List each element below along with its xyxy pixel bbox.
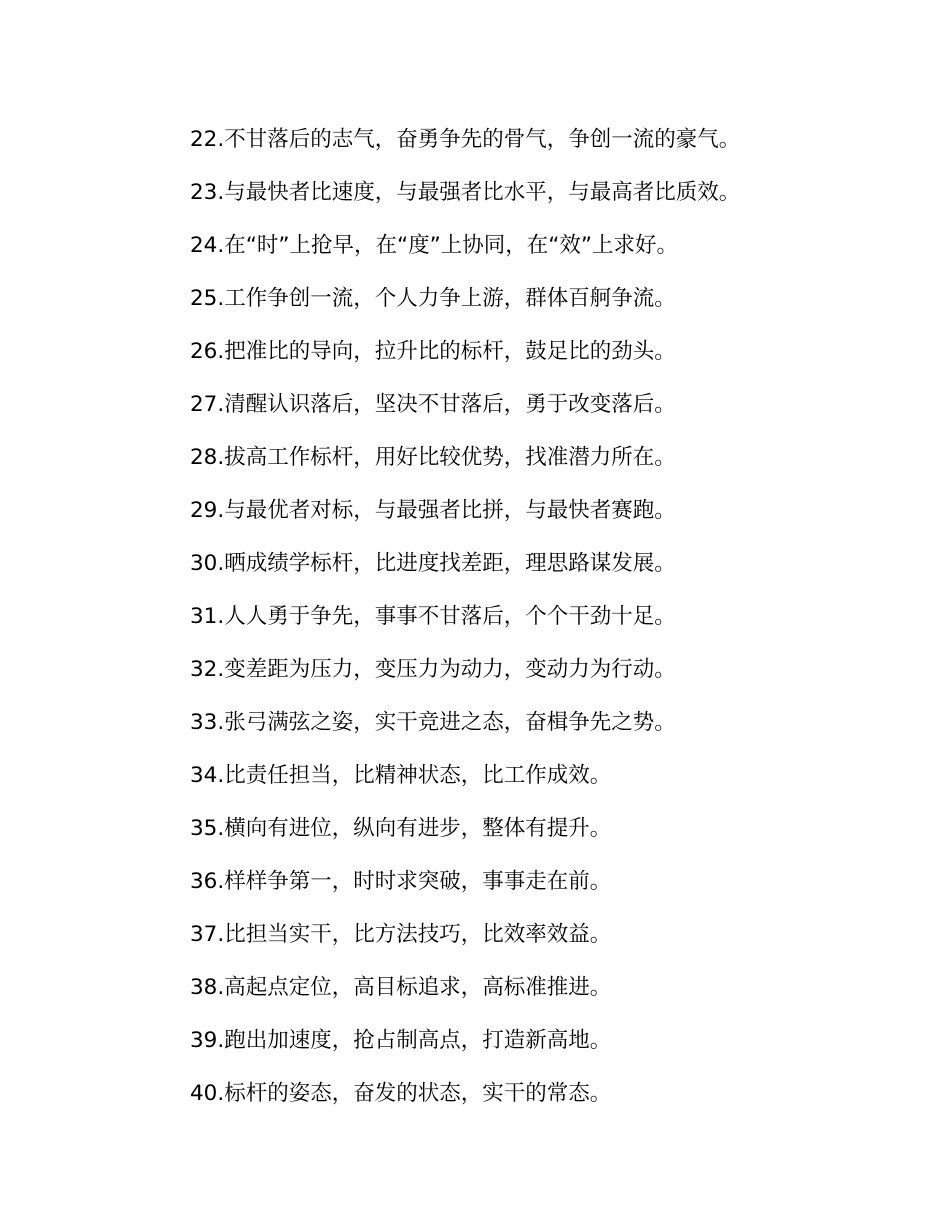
slogan-line: 33.张弓满弦之姿，实干竞进之态，奋楫争先之势。 bbox=[190, 710, 676, 735]
slogan-line: 31.人人勇于争先，事事不甘落后，个个干劲十足。 bbox=[190, 604, 676, 629]
slogan-line: 28.拔高工作标杆，用好比较优势，找准潜力所在。 bbox=[190, 445, 676, 470]
slogan-line: 30.晒成绩学标杆，比进度找差距，理思路谋发展。 bbox=[190, 551, 676, 576]
slogan-line: 35.横向有进位，纵向有进步，整体有提升。 bbox=[190, 816, 612, 841]
slogan-line: 29.与最优者对标，与最强者比拼，与最快者赛跑。 bbox=[190, 498, 676, 523]
slogan-line: 37.比担当实干，比方法技巧，比效率效益。 bbox=[190, 922, 612, 947]
slogan-line: 39.跑出加速度，抢占制高点，打造新高地。 bbox=[190, 1028, 612, 1053]
slogan-line: 22.不甘落后的志气，奋勇争先的骨气，争创一流的豪气。 bbox=[190, 127, 741, 152]
slogan-line: 38.高起点定位，高目标追求，高标准推进。 bbox=[190, 975, 612, 1000]
slogan-line: 26.把准比的导向，拉升比的标杆，鼓足比的劲头。 bbox=[190, 339, 676, 364]
slogan-line: 25.工作争创一流，个人力争上游，群体百舸争流。 bbox=[190, 286, 676, 311]
slogan-line: 32.变差距为压力，变压力为动力，变动力为行动。 bbox=[190, 657, 676, 682]
slogan-list bbox=[190, 113, 910, 1120]
slogan-line: 24.在“时”上抢早，在“度”上协同，在“效”上求好。 bbox=[190, 233, 679, 258]
slogan-line: 23.与最快者比速度，与最强者比水平，与最高者比质效。 bbox=[190, 180, 741, 205]
slogan-line: 27.清醒认识落后，坚决不甘落后，勇于改变落后。 bbox=[190, 392, 676, 417]
slogan-line: 34.比责任担当，比精神状态，比工作成效。 bbox=[190, 763, 612, 788]
slogan-line: 40.标杆的姿态，奋发的状态，实干的常态。 bbox=[190, 1081, 612, 1106]
slogan-line: 36.样样争第一，时时求突破，事事走在前。 bbox=[190, 869, 612, 894]
